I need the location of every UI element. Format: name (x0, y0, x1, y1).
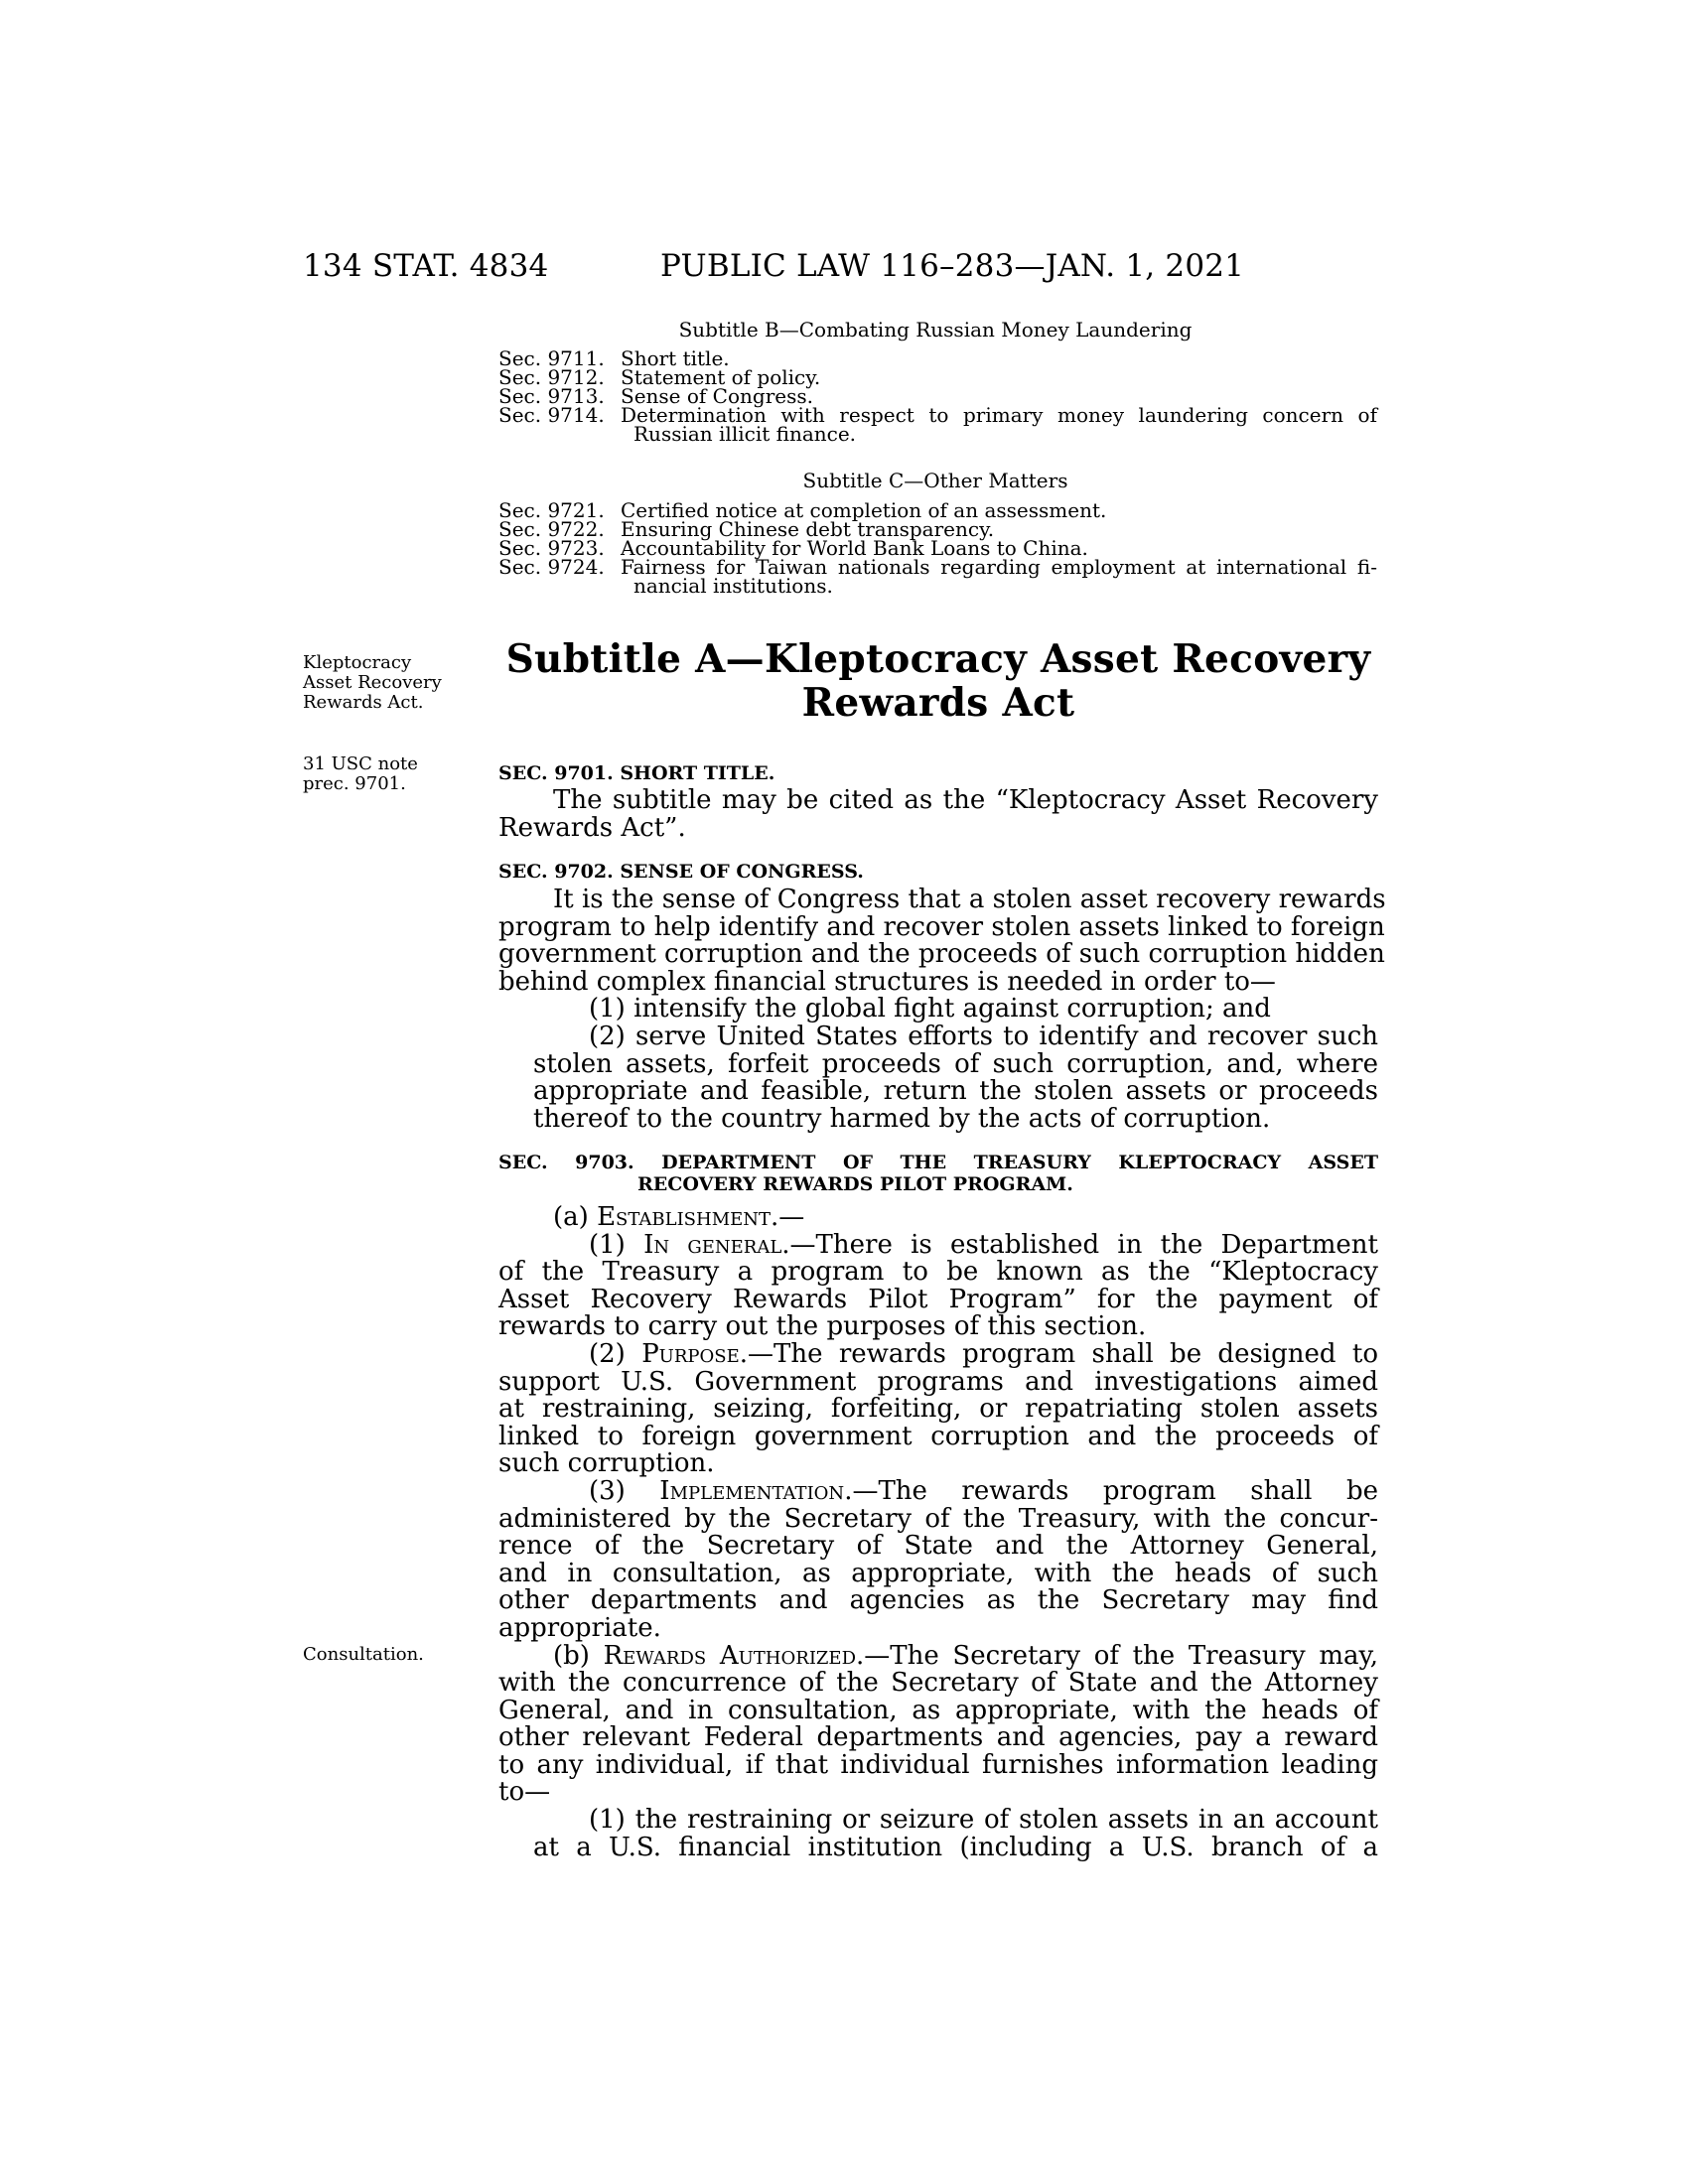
text-line: support U.S. Government programs and investigations aimed (498, 1366, 1378, 1397)
paragraph-label: (2) (589, 1338, 642, 1369)
toc-entry-text: Sense of Congress. (621, 384, 813, 408)
text-line: such corruption. (498, 1448, 715, 1479)
margin-note-line: Asset Recovery (303, 672, 442, 693)
text-line: at restraining, seizing, forfeiting, or repatriating stolen assets (498, 1394, 1378, 1425)
subtitle-a-heading-line: Rewards Act (801, 680, 1075, 726)
section-heading-line: SEC. 9703. DEPARTMENT OF THE TREASURY KLEPTOCRACY ASSET (498, 1152, 1378, 1173)
toc-entry-number: Sec. 9712. (498, 365, 605, 389)
text-line (498, 1338, 1378, 1369)
text-span: .—The rewards program shall be designed to (739, 1338, 1378, 1369)
toc-entry-number: Sec. 9724. (498, 555, 605, 579)
toc-entry-number: Sec. 9713. (498, 384, 605, 408)
page-reference: 134 STAT. 4834 (303, 248, 549, 284)
text-line: The subtitle may be cited as the “Kleptocracy Asset Recovery (553, 785, 1378, 815)
text-line: at a U.S. financial institution (including a U.S. branch of a (533, 1832, 1378, 1862)
paragraph-heading: Purpose (641, 1338, 740, 1369)
toc-entry-number: Sec. 9723. (498, 536, 605, 560)
text-line: General, and in consultation, as appropriate, with the heads of (498, 1695, 1378, 1725)
margin-note-line: Kleptocracy (303, 652, 412, 673)
toc-entry-number: Sec. 9711. (498, 346, 605, 370)
text-line: (1) the restraining or seizure of stolen assets in an account (589, 1805, 1378, 1836)
section-9702-heading: SEC. 9702. SENSE OF CONGRESS. (498, 861, 864, 883)
text-line: administered by the Secretary of the Treasury, with the concur- (498, 1503, 1378, 1534)
toc-entry-text: Determination with respect to primary money laundering concern of (621, 403, 1377, 427)
text-line (498, 1229, 1378, 1260)
text-line: thereof to the country harmed by the acts of corruption. (533, 1103, 1271, 1134)
text-line (498, 1640, 1379, 1671)
text-line: Rewards Act”. (498, 812, 686, 843)
text-span: .—There is established in the Department (781, 1229, 1378, 1260)
text-line: to any individual, if that individual furnishes information leading (498, 1749, 1378, 1780)
text-line: It is the sense of Congress that a stolen asset recovery rewards (553, 885, 1386, 914)
toc-entry-number: Sec. 9721. (498, 498, 605, 522)
text-line: government corruption and the proceeds of such corruption hidden (498, 939, 1385, 970)
toc-entry-text: Short title. (621, 346, 730, 370)
text-line (498, 1475, 1378, 1506)
toc-entry-number: Sec. 9714. (498, 403, 605, 427)
text-span: .—The rewards program shall be (844, 1475, 1378, 1506)
toc-entry (498, 403, 1377, 446)
text-line: (2) serve United States efforts to identify and recover such (589, 1021, 1378, 1051)
text-line: (1) intensify the global fight against corruption; and (589, 994, 1271, 1024)
margin-note-line: prec. 9701. (303, 773, 406, 794)
margin-note-line: Rewards Act. (303, 692, 424, 713)
toc-subtitle-b-heading: Subtitle B—Combating Russian Money Laundering (678, 318, 1193, 341)
paragraph-label: (a) (553, 1202, 598, 1232)
subtitle-a-heading-line: Subtitle A—Kleptocracy Asset Recovery (505, 636, 1371, 682)
running-header-title: PUBLIC LAW 116–283—JAN. 1, 2021 (660, 248, 1245, 284)
section-9701-body (498, 787, 1378, 842)
text-line: stolen assets, forfeit proceeds of such corruption, and, where (533, 1048, 1378, 1079)
toc-entry-text: Statement of policy. (621, 365, 821, 389)
margin-note-line: Consultation. (303, 1644, 424, 1665)
text-span: .—The Secretary of the Treasury may, (856, 1640, 1379, 1671)
toc-entry-continuation: nancial institutions. (633, 574, 833, 598)
section-9703-body (498, 1204, 1378, 1861)
paragraph-heading: In general (643, 1229, 782, 1260)
section-9702-body (498, 885, 1386, 1134)
section-heading-line: RECOVERY REWARDS PILOT PROGRAM. (637, 1173, 1073, 1195)
paragraph-label: (b) (553, 1640, 604, 1671)
margin-note-kleptocracy-act (303, 653, 472, 713)
text-line: behind complex financial structures is needed in order to— (498, 966, 1276, 997)
text-line: to— (498, 1777, 551, 1808)
toc-entry-text: Ensuring Chinese debt transparency. (621, 517, 995, 541)
text-line: of the Treasury a program to be known as the “Kleptocracy (498, 1257, 1378, 1288)
paragraph-label: (3) (589, 1475, 660, 1506)
paragraph-label: (1) (589, 1229, 644, 1260)
toc-entry-text: Certified notice at completion of an assessment. (621, 498, 1107, 522)
section-9703-heading (498, 1152, 1378, 1195)
text-line: appropriate and feasible, return the stolen assets or proceeds (533, 1076, 1378, 1107)
toc-entry-number: Sec. 9722. (498, 517, 605, 541)
toc-entry-continuation: Russian illicit finance. (633, 422, 857, 446)
text-line: rence of the Secretary of State and the Attorney General, (498, 1531, 1378, 1562)
paragraph-heading: Rewards Authorized (603, 1640, 857, 1671)
text-line: linked to foreign government corruption and the proceeds of (498, 1421, 1378, 1451)
toc-subtitle-c-heading: Subtitle C—Other Matters (802, 469, 1068, 492)
text-line: with the concurrence of the Secretary of State and the Attorney (498, 1668, 1378, 1699)
toc-entry-text: Fairness for Taiwan nationals regarding employment at international fi- (621, 555, 1377, 579)
margin-note-consultation (303, 1645, 472, 1665)
subtitle-a-heading (501, 637, 1375, 725)
text-line: rewards to carry out the purposes of this section. (498, 1311, 1147, 1342)
text-line: other departments and agencies as the Secretary may find (498, 1585, 1378, 1616)
text-line: appropriate. (498, 1612, 661, 1643)
margin-note-usc (303, 754, 472, 794)
text-line: program to help identify and recover stolen assets linked to foreign (498, 911, 1385, 942)
paragraph-heading: Establishment (597, 1202, 772, 1232)
text-line: and in consultation, as appropriate, with the heads of such (498, 1558, 1378, 1588)
heading-dash: .— (771, 1202, 805, 1232)
margin-note-line: 31 USC note (303, 753, 418, 774)
paragraph-a-heading (498, 1204, 1378, 1232)
paragraph-heading: Implementation (659, 1475, 845, 1506)
toc-entry (498, 555, 1377, 598)
toc-entry-text: Accountability for World Bank Loans to China. (621, 536, 1088, 560)
section-9701-heading: SEC. 9701. SHORT TITLE. (498, 762, 775, 784)
text-line: Asset Recovery Rewards Pilot Program” for the payment of (498, 1284, 1378, 1314)
text-line: other relevant Federal departments and agencies, pay a reward (498, 1722, 1378, 1753)
